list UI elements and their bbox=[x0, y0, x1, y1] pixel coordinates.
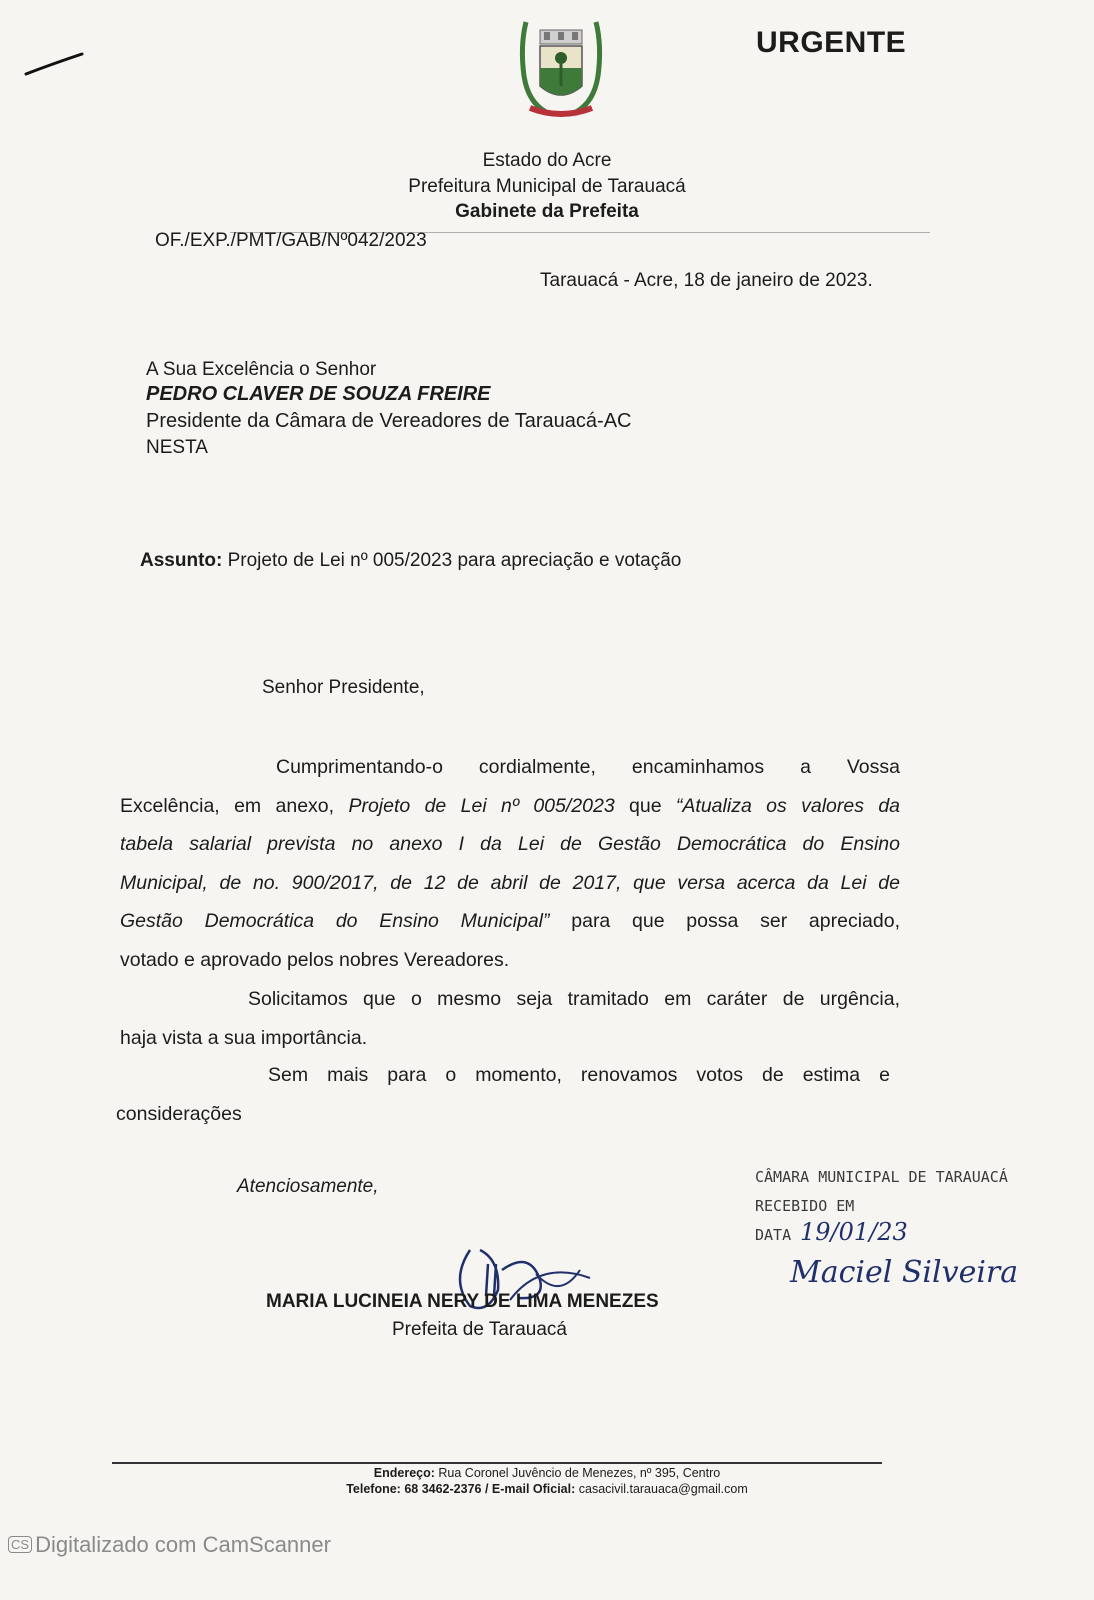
paragraph-line: Cumprimentando-o cordialmente, encaminhamos a Vossa bbox=[276, 756, 900, 778]
signer-role: Prefeita de Tarauacá bbox=[392, 1319, 567, 1340]
paragraph-line: votado e aprovado pelos nobres Vereadores. bbox=[120, 948, 510, 971]
paragraph-line: tabela salarial prevista no anexo I da Lei de Gestão Democrática do Ensino bbox=[120, 833, 900, 855]
subject-text: Projeto de Lei nº 005/2023 para apreciação e votação bbox=[227, 550, 682, 571]
footer-contact: Telefone: 68 3462-2376 / E-mail Oficial: casacivil.tarauaca@gmail.com bbox=[346, 1482, 748, 1496]
footer-divider bbox=[112, 1462, 882, 1464]
paragraph-line: considerações bbox=[116, 1102, 242, 1125]
addressee-location: NESTA bbox=[146, 437, 208, 458]
stamp-line: RECEBIDO EM bbox=[755, 1197, 855, 1215]
stamp-line: DATA bbox=[755, 1226, 792, 1244]
urgent-label: URGENTE bbox=[756, 26, 907, 59]
stamp-handwritten-date: 19/01/23 bbox=[800, 1218, 908, 1246]
paragraph-line: haja vista a sua importância. bbox=[120, 1026, 368, 1049]
signer-name: MARIA LUCINEIA NERY DE LIMA MENEZES bbox=[266, 1291, 659, 1312]
paragraph-line: Solicitamos que o mesmo seja tramitado em caráter de urgência, bbox=[248, 988, 900, 1010]
greeting: Senhor Presidente, bbox=[262, 677, 425, 698]
scanner-watermark bbox=[8, 1532, 331, 1558]
stamp-handwritten-signature: Maciel Silveira bbox=[790, 1255, 1019, 1290]
paragraph-line: Municipal, de no. 900/2017, de 12 de abril de 2017, que versa acerca da Lei de bbox=[120, 871, 900, 894]
footer-address: Endereço: Rua Coronel Juvêncio de Menezes, nº 395, Centro bbox=[373, 1466, 721, 1480]
paragraph-line: Gestão Democrática do Ensino Municipal” para que possa ser apreciado, bbox=[120, 910, 900, 932]
paragraph-main bbox=[120, 748, 900, 979]
stamp-line: CÂMARA MUNICIPAL DE TARAUACÁ bbox=[755, 1168, 1008, 1186]
coat-of-arms-icon bbox=[506, 16, 616, 124]
office-name: Gabinete da Prefeita bbox=[455, 201, 639, 222]
watermark-text: Digitalizado com CamScanner bbox=[35, 1532, 331, 1557]
closing-salutation: Atenciosamente, bbox=[237, 1176, 379, 1197]
document-date: Tarauacá - Acre, 18 de janeiro de 2023. bbox=[540, 270, 873, 291]
prefecture-name: Prefeitura Municipal de Tarauacá bbox=[408, 176, 686, 197]
addressee-title: Presidente da Câmara de Vereadores de Tarauacá-AC bbox=[146, 410, 632, 432]
addressee-name: PEDRO CLAVER DE SOUZA FREIRE bbox=[146, 383, 491, 405]
pen-stroke-icon bbox=[22, 48, 86, 80]
subject-line bbox=[140, 550, 681, 572]
paragraph-line: Excelência, em anexo, Projeto de Lei nº 005/2023 que “Atualiza os valores da bbox=[120, 794, 901, 817]
subject-label: Assunto: bbox=[140, 550, 223, 571]
camscanner-logo-icon: CS bbox=[8, 1536, 32, 1553]
paragraph-line: Sem mais para o momento, renovamos votos de estima e bbox=[268, 1064, 890, 1086]
document-reference: OF./EXP./PMT/GAB/Nº042/2023 bbox=[155, 230, 427, 251]
addressee-salutation: A Sua Excelência o Senhor bbox=[146, 359, 377, 380]
state-name: Estado do Acre bbox=[482, 150, 612, 171]
paragraph-closing bbox=[116, 1056, 890, 1133]
paragraph-urgency bbox=[120, 980, 900, 1057]
